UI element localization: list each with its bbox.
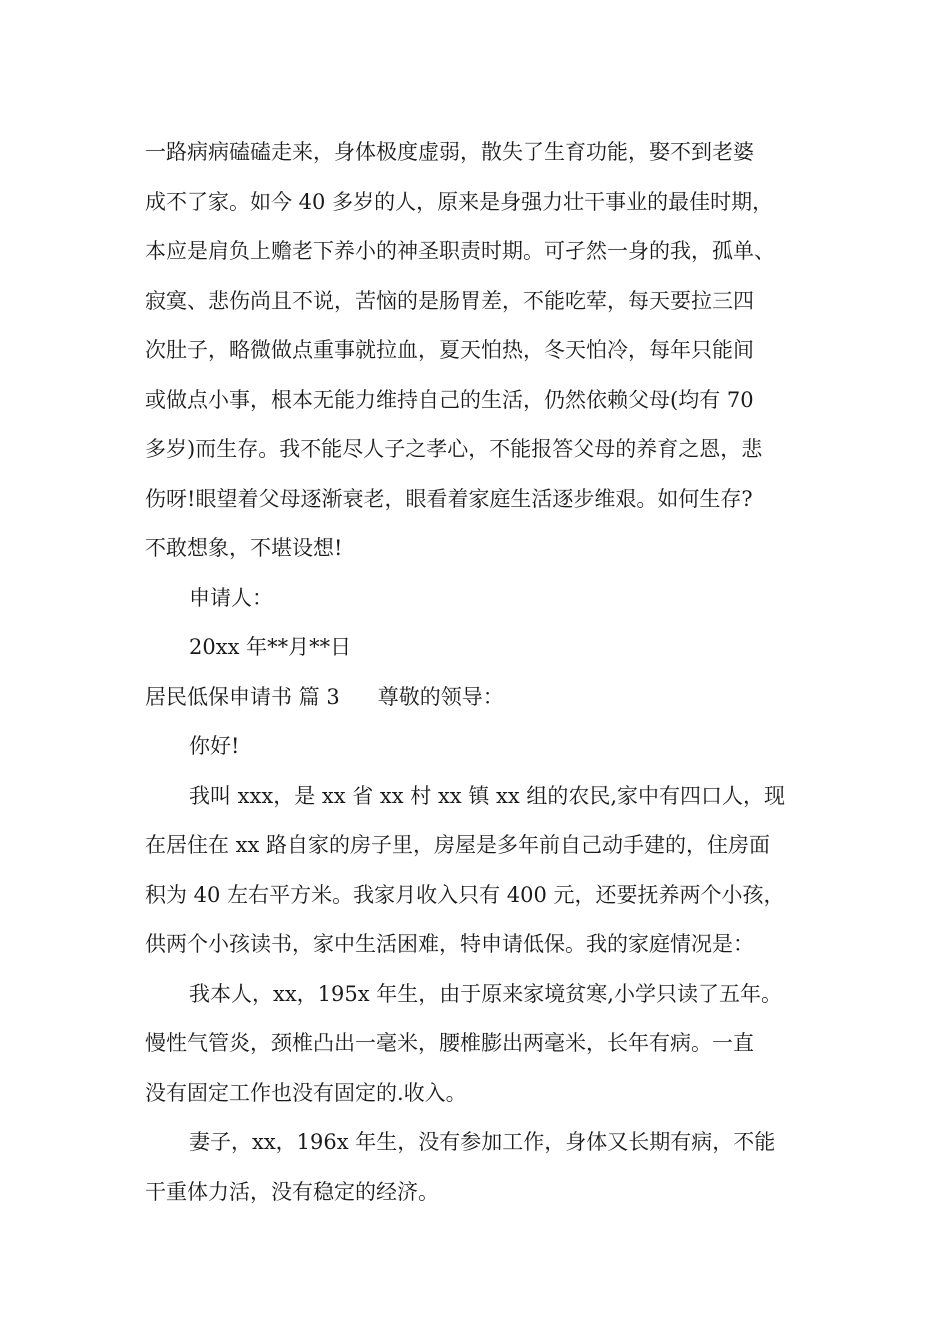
text-line: 一路病病磕磕走来，身体极度虚弱，散失了生育功能，娶不到老婆 <box>145 140 754 164</box>
document-body <box>145 128 810 1217</box>
text-line: 供两个小孩读书，家中生活困难，特申请低保。我的家庭情况是： <box>145 932 754 956</box>
text-line: 没有固定工作也没有固定的.收入。 <box>145 1080 467 1105</box>
text-line: 或做点小事，根本无能力维持自己的生活，仍然依赖父母(均有 70 <box>145 387 754 412</box>
text-line: 慢性气管炎，颈椎凸出一毫米，腰椎膨出两毫米，长年有病。一直 <box>145 1031 754 1055</box>
text-line: 伤呀!眼望着父母逐渐衰老，眼看着家庭生活逐步维艰。如何生存? <box>145 486 753 511</box>
applicant-label: 申请人： <box>189 585 273 610</box>
text-line: 干重体力活，没有稳定的经济。 <box>145 1179 439 1204</box>
text-line: 妻子，xx，196x 年生，没有参加工作，身体又长期有病，不能 <box>189 1130 776 1154</box>
text-line: 成不了家。如今 40 多岁的人，原来是身强力壮干事业的最佳时期， <box>145 189 774 214</box>
text-line: 我叫 xxx，是 xx 省 xx 村 xx 镇 xx 组的农民,家中有四口人，现 <box>189 783 786 808</box>
section-title: 居民低保申请书 篇 3 <box>145 684 340 709</box>
text-line: 在居住在 xx 路自家的房子里，房屋是多年前自己动手建的，住房面 <box>145 833 771 857</box>
text-line: 积为 40 左右平方米。我家月收入只有 400 元，还要抚养两个小孩， <box>145 882 785 907</box>
greeting: 你好! <box>189 734 240 758</box>
text-line: 我本人，xx，195x 年生，由于原来家境贫寒,小学只读了五年。 <box>189 981 782 1006</box>
text-line: 不敢想象，不堪设想! <box>145 536 343 560</box>
text-line: 本应是肩负上赡老下养小的神圣职责时期。可孑然一身的我，孤单、 <box>145 239 775 263</box>
text-line: 多岁)而生存。我不能尽人子之孝心，不能报答父母的养育之恩，悲 <box>145 437 763 461</box>
salutation: 尊敬的领导： <box>377 684 504 709</box>
section-heading-line <box>145 673 810 723</box>
date-line: 20xx 年**月**日 <box>189 635 352 659</box>
text-line: 次肚子，略微做点重事就拉血，夏天怕热，冬天怕冷，每年只能间 <box>145 338 754 362</box>
text-line: 寂寞、悲伤尚且不说，苦恼的是肠胃差，不能吃荤，每天要拉三四 <box>145 288 754 313</box>
